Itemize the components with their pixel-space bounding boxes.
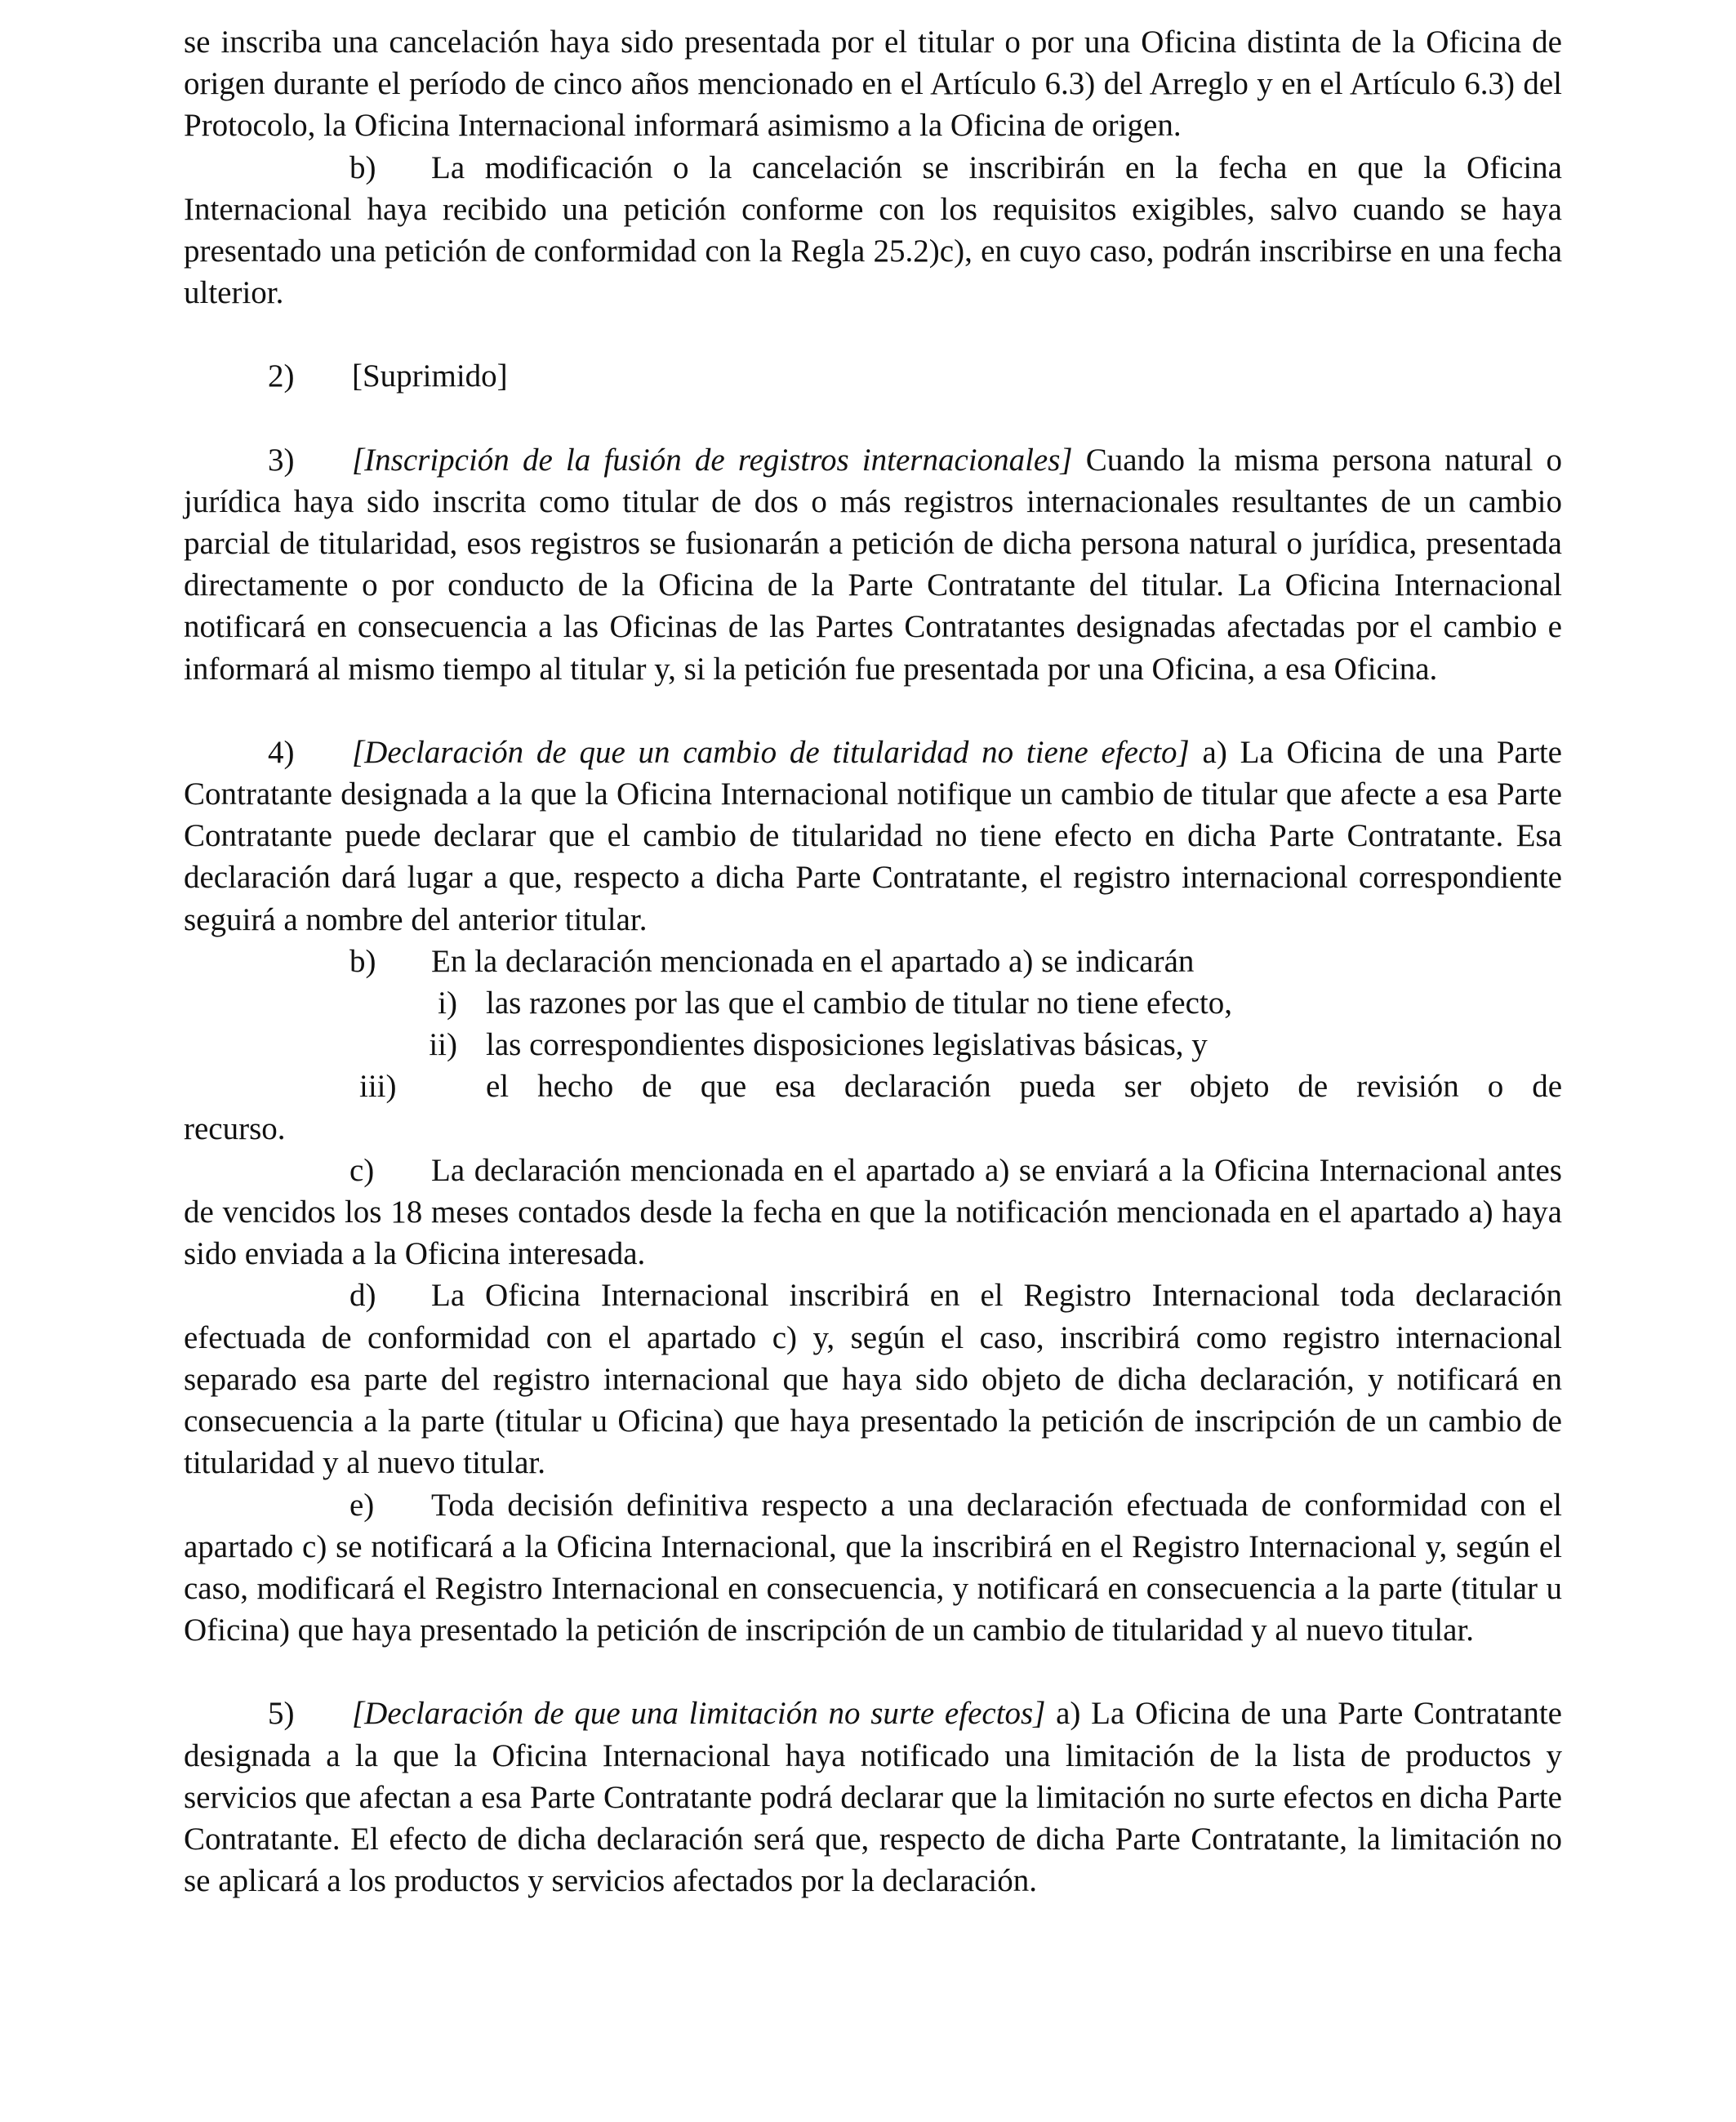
- paragraph-gap: [184, 398, 1562, 439]
- paragraph-heading: [Declaración de que un cambio de titularidad no tiene efecto]: [352, 734, 1190, 770]
- paragraph-4c: [184, 1150, 1562, 1275]
- paragraph-text: Cuando la misma persona natural o jurídica haya sido inscrita como titular de dos o más registros internacionales resultantes de un cambio parcial de titularidad, esos registros se fusionarán a petición de dicha persona natural o jurídica, presentada directamente o por conducto de la Oficina de la Parte Contratante del titular. La Oficina Internacional notificará en consecuencia a las Oficinas de las Partes Contratantes designadas afectadas por el cambio e informará al mismo tiempo al titular y, si la petición fue presentada por una Oficina, a esa Oficina.: [184, 442, 1562, 687]
- document-page: [184, 21, 1562, 1902]
- sub-item-label: ii): [429, 1027, 457, 1063]
- paragraph-text: Toda decisión definitiva respecto a una declaración efectuada de conformidad con el apartado c) se notificará a la Oficina Internacional, que la inscribirá en el Registro Internacional y, según el caso, modificará el Registro Internacional en consecuencia, y notificará en consecuencia a la parte (titular u Oficina) que haya presentado la petición de inscripción de un cambio de titularidad y al nuevo titular.: [184, 1487, 1562, 1648]
- paragraph-4b: [184, 941, 1562, 982]
- paragraph-text: La modificación o la cancelación se inscribirán en la fecha en que la Oficina Internacional haya recibido una petición conforme con los requisitos exigibles, salvo cuando se haya presentado una petición de conformidad con la Regla 25.2)c), en cuyo caso, podrán inscribirse en una fecha ulterior.: [184, 149, 1562, 311]
- paragraph-text: a) La Oficina de una Parte Contratante designada a la que la Oficina Internacional haya notificado una limitación de la lista de productos y servicios que afectan a esa Parte Contratante podrá declarar que la limitación no surte efectos en dicha Parte Contratante. El efecto de dicha declaración será que, respecto de dicha Parte Contratante, la limitación no se aplicará a los productos y servicios afectados por la declaración.: [184, 1696, 1562, 1899]
- sub-item-label: iii): [359, 1069, 397, 1105]
- paragraph-text: a) La Oficina de una Parte Contratante designada a la que la Oficina Internacional notifique un cambio de titular que afecte a esa Parte Contratante puede declarar que el cambio de titularidad no tiene efecto en dicha Parte Contratante. Esa declaración dará lugar a que, respecto a dicha Parte Contratante, el registro internacional correspondiente seguirá a nombre del anterior titular.: [184, 734, 1562, 937]
- paragraph-4a: [184, 732, 1562, 941]
- paragraph-5a: [184, 1693, 1562, 1902]
- paragraph-4d: [184, 1275, 1562, 1484]
- sub-item-iii: [184, 1065, 1562, 1107]
- item-label: b): [349, 149, 376, 185]
- paragraph-2: [184, 355, 1562, 397]
- paragraph-text: La declaración mencionada en el apartado a) se enviará a la Oficina Internacional antes de vencidos los 18 meses contados desde la fecha en que la notificación mencionada en el apartado a) haya sido enviada a la Oficina interesada.: [184, 1152, 1562, 1272]
- paragraph-4e: [184, 1484, 1562, 1652]
- paragraph-1b: [184, 147, 1562, 314]
- paragraph-number: 3): [268, 442, 295, 478]
- paragraph-number: 4): [268, 734, 295, 770]
- item-label: e): [349, 1487, 375, 1523]
- paragraph-gap: [184, 1651, 1562, 1693]
- paragraph-gap: [184, 690, 1562, 732]
- paragraph-gap: [184, 314, 1562, 355]
- sub-item-i: [184, 982, 1562, 1024]
- sub-item-text: el hecho de que esa declaración pueda ser objeto de revisión o de: [486, 1069, 1562, 1105]
- paragraph-intro: se inscriba una cancelación haya sido presentada por el titular o por una Oficina distinta de la Oficina de origen durante el período de cinco años mencionado en el Artículo 6.3) del Arreglo y en el Artículo 6.3) del Protocolo, la Oficina Internacional informará asimismo a la Oficina de origen.: [184, 24, 1562, 144]
- paragraph-text: En la declaración mencionada en el apartado a) se indicarán: [431, 943, 1195, 979]
- sub-item-label: i): [438, 985, 457, 1021]
- item-label: d): [349, 1278, 376, 1314]
- paragraph-heading: [Declaración de que una limitación no surte efectos]: [352, 1696, 1046, 1732]
- sub-item-text: las correspondientes disposiciones legislativas básicas, y: [486, 1027, 1208, 1063]
- sub-item-iii-continuation: recurso.: [184, 1110, 286, 1146]
- paragraph-number: 5): [268, 1696, 295, 1732]
- sub-item-text: las razones por las que el cambio de titular no tiene efecto,: [486, 985, 1232, 1021]
- paragraph-text: La Oficina Internacional inscribirá en el Registro Internacional toda declaración efectuada de conformidad con el apartado c) y, según el caso, inscribirá como registro internacional separado esa parte del registro internacional que haya sido objeto de dicha declaración, y notificará en consecuencia a la parte (titular u Oficina) que haya presentado la petición de inscripción de un cambio de titularidad y al nuevo titular.: [184, 1278, 1562, 1481]
- item-label: c): [349, 1152, 375, 1188]
- paragraph-number: 2): [268, 358, 295, 394]
- item-label: b): [349, 943, 376, 979]
- paragraph-3: [184, 439, 1562, 690]
- paragraph-heading: [Inscripción de la fusión de registros internacionales]: [352, 442, 1073, 478]
- paragraph-text: [Suprimido]: [352, 358, 508, 394]
- sub-item-ii: [184, 1024, 1562, 1065]
